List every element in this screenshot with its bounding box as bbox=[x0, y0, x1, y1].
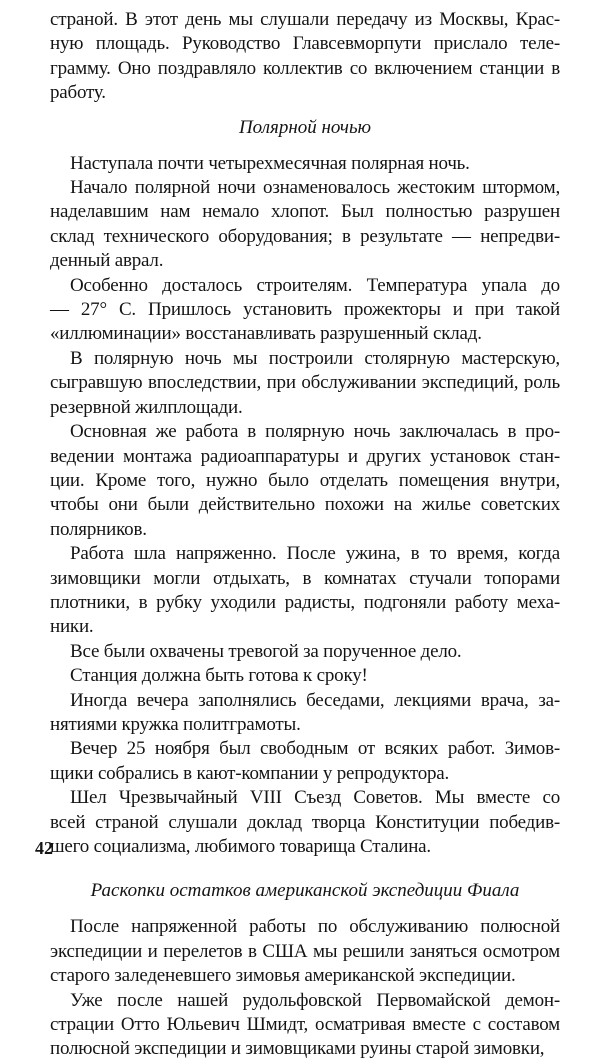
book-page bbox=[50, 8, 560, 1062]
text-line: В полярную ночь мы построили столярную мастерскую, bbox=[70, 347, 560, 369]
text-line: сыгравшую впоследствии, при обслуживании экспедиций, роль bbox=[50, 372, 560, 394]
section-fiala-body bbox=[50, 915, 560, 1061]
text-line: Шел Чрезвычайный VIII Съезд Советов. Мы вместе со bbox=[70, 787, 560, 809]
text-line: плотники, в рубку уходили радисты, подгоняли работу меха- bbox=[50, 591, 560, 613]
text-line: наделавшим нам немало хлопот. Был полностью разрушен bbox=[50, 201, 560, 223]
text-line: ную площадь. Руководство Главсевморпути прислало теле- bbox=[50, 33, 560, 55]
text-line: «иллюминации» восстанавливать разрушенный склад. bbox=[50, 323, 482, 345]
paragraph bbox=[50, 347, 560, 420]
text-line: экспедиции и перелетов в США мы решили заняться осмотром bbox=[50, 940, 560, 962]
paragraph bbox=[50, 737, 560, 786]
text-line: ции. Кроме того, нужно было отделать помещения внутри, bbox=[50, 469, 560, 491]
text-line: страции Отто Юльевич Шмидт, осматривая вместе с составом bbox=[50, 1014, 560, 1036]
text-line: склад технического оборудования; в результате — непредви- bbox=[50, 225, 560, 247]
text-line: ники. bbox=[50, 616, 94, 638]
paragraph bbox=[50, 786, 560, 859]
section-heading-polar-night: Полярной ночью bbox=[238, 116, 372, 138]
paragraph bbox=[50, 689, 560, 738]
paragraph bbox=[50, 274, 560, 347]
text-line: чтобы они были действительно похожи на жилье советских bbox=[50, 494, 560, 516]
text-line: Станция должна быть готова к сроку! bbox=[70, 665, 368, 687]
paragraph bbox=[50, 8, 560, 106]
paragraph bbox=[50, 176, 560, 274]
paragraph bbox=[50, 664, 560, 688]
text-line: Иногда вечера заполнялись беседами, лекциями врача, за- bbox=[70, 689, 560, 711]
text-line: Основная же работа в полярную ночь заключалась в про- bbox=[70, 421, 560, 443]
paragraph bbox=[50, 152, 560, 176]
paragraph bbox=[50, 420, 560, 542]
text-line: зимовщики могли отдыхать, в комнатах стучали топорами bbox=[50, 567, 560, 589]
text-line: полярников. bbox=[50, 518, 147, 540]
text-line: Вечер 25 ноября был свободным от всяких работ. Зимов- bbox=[70, 738, 560, 760]
text-line: ведении монтажа радиоаппаратуры и других установок стан- bbox=[50, 445, 560, 467]
text-line: Особенно досталось строителям. Температура упала до bbox=[70, 274, 560, 296]
text-line: Все были охвачены тревогой за порученное дело. bbox=[70, 640, 462, 662]
text-line: страной. В этот день мы слушали передачу из Москвы, Крас- bbox=[50, 9, 560, 30]
paragraph bbox=[50, 915, 560, 988]
text-line: Работа шла напряженно. После ужина, в то время, когда bbox=[70, 543, 560, 565]
paragraph bbox=[50, 989, 560, 1062]
text-line: полюсной экспедиции и зимовщиками руины старой зимовки, bbox=[50, 1038, 545, 1060]
text-line: старого заледеневшего зимовья американской экспедиции. bbox=[50, 965, 516, 987]
text-line: щики собрались в кают-компании у репродуктора. bbox=[50, 762, 450, 784]
text-line: Наступала почти четырехмесячная полярная ночь. bbox=[70, 152, 470, 174]
text-line: шего социализма, любимого товарища Сталина. bbox=[50, 836, 431, 857]
page-number: 42 bbox=[35, 838, 53, 858]
text-line: денный аврал. bbox=[50, 250, 164, 272]
text-line: — 27° С. Пришлось установить прожекторы и при такой bbox=[50, 299, 560, 321]
intro-paragraph bbox=[50, 8, 560, 106]
text-line: резервной жилплощади. bbox=[50, 396, 243, 418]
paragraph bbox=[50, 640, 560, 664]
text-line: всей страной слушали доклад творца Конституции победив- bbox=[50, 811, 560, 833]
paragraph bbox=[50, 542, 560, 640]
text-line: грамму. Оно поздравляло коллектив со включением станции в bbox=[50, 57, 560, 79]
section-heading-fiala-excavations: Раскопки остатков американской экспедиции Фиала bbox=[90, 880, 520, 902]
text-line: Начало полярной ночи ознаменовалось жестоким штормом, bbox=[70, 177, 560, 199]
text-line: работу. bbox=[50, 82, 106, 104]
section-polar-night-body bbox=[50, 152, 560, 860]
text-line: Уже после нашей рудольфовской Первомайской демон- bbox=[70, 989, 560, 1011]
text-line: нятиями кружка политграмоты. bbox=[50, 713, 301, 735]
text-line: После напряженной работы по обслуживанию полюсной bbox=[70, 916, 560, 938]
